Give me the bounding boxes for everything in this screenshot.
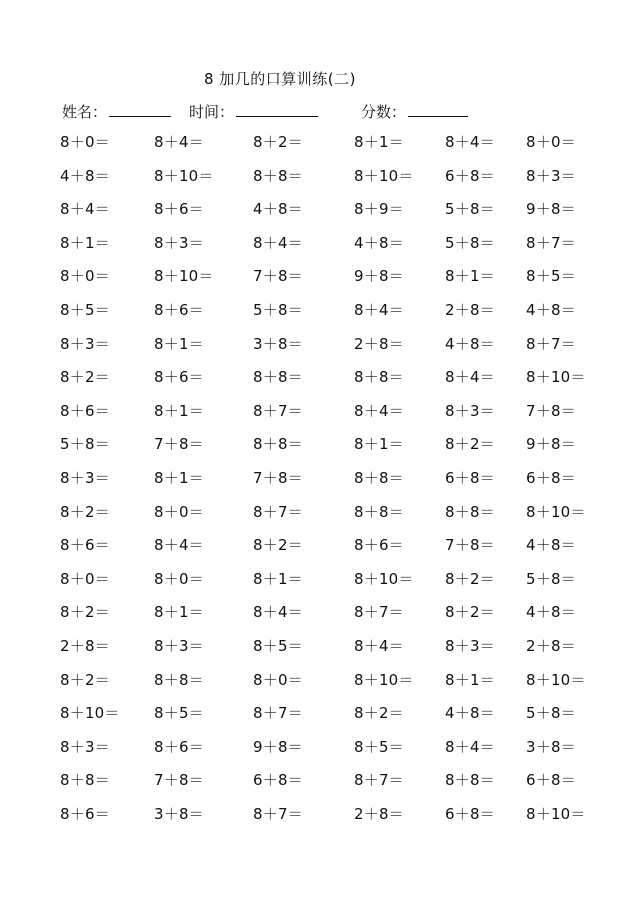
- problem-item: 5＋8＝: [445, 233, 495, 252]
- problem-row: [0, 232, 640, 260]
- problem-row: [0, 131, 640, 159]
- problem-item: 7＋8＝: [526, 401, 576, 420]
- problem-item: 8＋0＝: [253, 670, 303, 689]
- problem-item: 8＋10＝: [526, 502, 586, 521]
- problem-item: 2＋8＝: [526, 637, 576, 655]
- problem-item: 8＋10＝: [154, 166, 214, 185]
- problem-item: 8＋6＝: [354, 536, 404, 555]
- problem-item: 8＋4＝: [354, 637, 404, 655]
- problem-item: 8＋0＝: [154, 502, 204, 521]
- problem-item: 6＋8＝: [253, 771, 303, 790]
- problem-item: 8＋0＝: [60, 133, 110, 151]
- problem-item: 8＋8＝: [253, 166, 303, 185]
- problem-item: 8＋8＝: [445, 771, 495, 790]
- problem-item: 7＋8＝: [154, 435, 204, 454]
- problem-item: 8＋7＝: [253, 502, 303, 521]
- problem-item: 8＋8＝: [354, 502, 404, 521]
- problem-item: 6＋8＝: [445, 805, 495, 823]
- problem-item: 8＋8＝: [253, 368, 303, 387]
- problem-item: 8＋10＝: [354, 670, 414, 689]
- problem-item: 8＋4＝: [445, 133, 495, 151]
- time-label: 时间：: [189, 103, 235, 121]
- score-label: 分数：: [361, 103, 407, 121]
- problem-item: 3＋8＝: [154, 805, 204, 823]
- problem-item: 8＋5＝: [354, 737, 404, 756]
- problem-item: 6＋8＝: [526, 469, 576, 487]
- problem-item: 8＋5＝: [253, 637, 303, 655]
- problem-item: 8＋2＝: [445, 435, 495, 454]
- problem-item: 6＋8＝: [526, 771, 576, 790]
- problem-item: 8＋1＝: [154, 334, 204, 353]
- problem-item: 6＋8＝: [445, 469, 495, 487]
- problem-item: 2＋8＝: [354, 805, 404, 823]
- problem-item: 8＋1＝: [354, 133, 404, 151]
- problem-grid: [0, 131, 640, 835]
- problem-row: [0, 165, 640, 193]
- problem-item: 8＋0＝: [526, 133, 576, 151]
- time-blank-line[interactable]: [236, 102, 318, 117]
- problem-item: 8＋7＝: [253, 401, 303, 420]
- problem-item: 8＋2＝: [445, 603, 495, 622]
- problem-item: 8＋3＝: [526, 166, 576, 185]
- problem-item: 4＋8＝: [60, 166, 110, 185]
- time-field[interactable]: [189, 101, 318, 122]
- problem-item: 8＋2＝: [60, 368, 110, 387]
- problem-item: 8＋1＝: [445, 267, 495, 286]
- problem-item: 2＋8＝: [354, 334, 404, 353]
- problem-item: 3＋8＝: [253, 334, 303, 353]
- name-label: 姓名：: [62, 103, 108, 121]
- problem-item: 9＋8＝: [253, 737, 303, 756]
- problem-item: 5＋8＝: [445, 200, 495, 219]
- problem-item: 8＋7＝: [354, 771, 404, 790]
- problem-row: [0, 366, 640, 394]
- problem-item: 8＋7＝: [526, 233, 576, 252]
- problem-item: 5＋8＝: [526, 569, 576, 588]
- problem-row: [0, 400, 640, 428]
- name-blank-line[interactable]: [109, 102, 171, 117]
- problem-item: 8＋8＝: [154, 670, 204, 689]
- problem-item: 4＋8＝: [354, 233, 404, 252]
- problem-item: 8＋2＝: [253, 536, 303, 555]
- problem-item: 8＋2＝: [60, 502, 110, 521]
- problem-item: 8＋10＝: [154, 267, 214, 286]
- problem-row: [0, 333, 640, 361]
- problem-item: 8＋4＝: [354, 301, 404, 319]
- score-blank-line[interactable]: [408, 102, 468, 117]
- problem-item: 8＋3＝: [445, 637, 495, 655]
- problem-item: 8＋5＝: [60, 301, 110, 319]
- problem-row: [0, 433, 640, 461]
- problem-row: [0, 568, 640, 596]
- problem-row: [0, 265, 640, 293]
- problem-item: 8＋7＝: [526, 334, 576, 353]
- problem-item: 8＋4＝: [354, 401, 404, 420]
- problem-item: 8＋3＝: [445, 401, 495, 420]
- problem-item: 8＋7＝: [253, 704, 303, 723]
- problem-item: 8＋8＝: [60, 771, 110, 790]
- problem-row: [0, 467, 640, 495]
- problem-item: 8＋10＝: [60, 704, 120, 723]
- problem-item: 8＋2＝: [253, 133, 303, 151]
- name-field[interactable]: [62, 101, 171, 122]
- problem-item: 8＋3＝: [154, 637, 204, 655]
- problem-item: 8＋6＝: [60, 536, 110, 555]
- problem-item: 9＋8＝: [526, 200, 576, 219]
- problem-item: 8＋8＝: [354, 368, 404, 387]
- problem-item: 8＋10＝: [526, 368, 586, 387]
- problem-item: 9＋8＝: [526, 435, 576, 454]
- problem-row: [0, 299, 640, 327]
- problem-item: 4＋8＝: [445, 334, 495, 353]
- problem-item: 8＋4＝: [154, 133, 204, 151]
- problem-item: 8＋6＝: [154, 737, 204, 756]
- worksheet-title: 8 加几的口算训练(二): [203, 70, 357, 88]
- problem-item: 8＋0＝: [60, 267, 110, 286]
- problem-item: 8＋2＝: [60, 670, 110, 689]
- problem-item: 4＋8＝: [526, 603, 576, 622]
- problem-item: 8＋4＝: [253, 603, 303, 622]
- problem-item: 8＋1＝: [154, 469, 204, 487]
- student-info-row: [0, 101, 640, 123]
- problem-item: 3＋8＝: [526, 737, 576, 756]
- problem-row: [0, 769, 640, 797]
- problem-item: 8＋4＝: [154, 536, 204, 555]
- score-field[interactable]: [361, 101, 468, 122]
- problem-item: 4＋8＝: [526, 536, 576, 555]
- problem-item: 8＋0＝: [154, 569, 204, 588]
- problem-item: 4＋8＝: [445, 704, 495, 723]
- problem-item: 8＋1＝: [253, 569, 303, 588]
- problem-item: 8＋7＝: [354, 603, 404, 622]
- problem-item: 8＋6＝: [154, 301, 204, 319]
- problem-item: 8＋4＝: [253, 233, 303, 252]
- problem-item: 8＋10＝: [354, 569, 414, 588]
- problem-item: 8＋7＝: [253, 805, 303, 823]
- problem-item: 8＋4＝: [445, 737, 495, 756]
- problem-row: [0, 501, 640, 529]
- problem-item: 4＋8＝: [526, 301, 576, 319]
- problem-item: 5＋8＝: [60, 435, 110, 454]
- problem-item: 5＋8＝: [526, 704, 576, 723]
- problem-row: [0, 601, 640, 629]
- problem-item: 5＋8＝: [253, 301, 303, 319]
- problem-item: 2＋8＝: [60, 637, 110, 655]
- problem-item: 8＋1＝: [154, 603, 204, 622]
- problem-item: 8＋8＝: [445, 502, 495, 521]
- problem-row: [0, 669, 640, 697]
- problem-row: [0, 702, 640, 730]
- problem-item: 8＋2＝: [354, 704, 404, 723]
- problem-item: 8＋8＝: [354, 469, 404, 487]
- problem-row: [0, 198, 640, 226]
- problem-item: 9＋8＝: [354, 267, 404, 286]
- problem-item: 7＋8＝: [253, 267, 303, 286]
- problem-item: 6＋8＝: [445, 166, 495, 185]
- problem-item: 8＋5＝: [154, 704, 204, 723]
- problem-item: 8＋8＝: [253, 435, 303, 454]
- problem-item: 2＋8＝: [445, 301, 495, 319]
- problem-item: 8＋4＝: [445, 368, 495, 387]
- problem-item: 8＋4＝: [60, 200, 110, 219]
- problem-item: 8＋1＝: [354, 435, 404, 454]
- problem-item: 8＋5＝: [526, 267, 576, 286]
- problem-item: 8＋6＝: [60, 805, 110, 823]
- problem-item: 8＋10＝: [526, 805, 586, 823]
- problem-row: [0, 736, 640, 764]
- problem-row: [0, 803, 640, 831]
- problem-item: 8＋3＝: [60, 737, 110, 756]
- problem-item: 7＋8＝: [253, 469, 303, 487]
- problem-item: 8＋2＝: [445, 569, 495, 588]
- problem-item: 8＋1＝: [154, 401, 204, 420]
- problem-item: 8＋3＝: [60, 469, 110, 487]
- problem-item: 8＋0＝: [60, 569, 110, 588]
- problem-item: 8＋3＝: [154, 233, 204, 252]
- problem-item: 7＋8＝: [154, 771, 204, 790]
- problem-item: 8＋1＝: [60, 233, 110, 252]
- problem-item: 8＋1＝: [445, 670, 495, 689]
- problem-item: 4＋8＝: [253, 200, 303, 219]
- problem-item: 8＋10＝: [526, 670, 586, 689]
- problem-item: 8＋3＝: [60, 334, 110, 353]
- problem-item: 8＋10＝: [354, 166, 414, 185]
- problem-item: 8＋6＝: [154, 368, 204, 387]
- problem-item: 7＋8＝: [445, 536, 495, 555]
- problem-row: [0, 534, 640, 562]
- problem-item: 8＋6＝: [60, 401, 110, 420]
- problem-item: 8＋9＝: [354, 200, 404, 219]
- problem-item: 8＋6＝: [154, 200, 204, 219]
- problem-item: 8＋2＝: [60, 603, 110, 622]
- problem-row: [0, 635, 640, 663]
